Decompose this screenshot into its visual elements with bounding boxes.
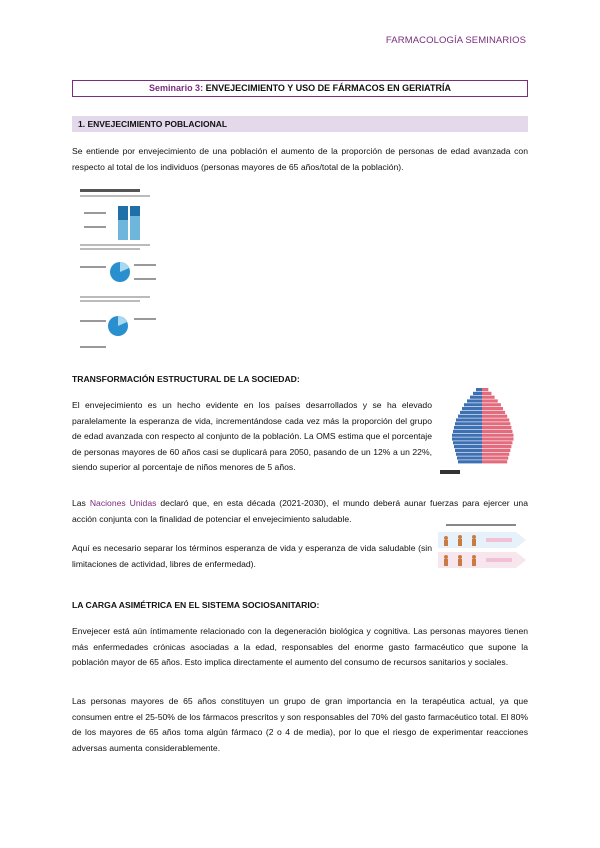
burden-paragraph-2: Las personas mayores de 65 años constituyen un grupo de gran importancia en la terapéutica actual, ya que consumen entre el 25-50% de los fármacos prescritos y son responsables del 70% del gasto farmacéutico total. El 80% de los mayores de 65 años toma algún fármaco (2 o 4 de media), por lo que el riesgo de experimentar reacciones adversas aumenta considerablemente.	[72, 696, 528, 753]
pyramid-bar-male	[467, 399, 482, 402]
source-tag	[440, 470, 460, 474]
pyramid-bar-female	[482, 437, 514, 440]
pyramid-bar-female	[482, 449, 510, 452]
pyramid-bar-male	[473, 392, 482, 395]
life-stages-figure	[436, 522, 528, 574]
pyramid-bar-female	[482, 422, 510, 425]
un-paragraph: Las Naciones Unidas declaró que, en esta década (2021-2030), el mundo deberá aunar fuerzas para ejercer una acción conjunta con la finalidad de potenciar el envejecimiento saludable.	[72, 498, 528, 524]
pyramid-bar-male	[460, 411, 482, 414]
burden-heading: LA CARGA ASIMÉTRICA EN EL SISTEMA SOCIOSANITARIO:	[72, 600, 320, 610]
pyramid-bar-female	[482, 399, 498, 402]
pyramid-bar-male	[470, 396, 482, 399]
page-title	[72, 80, 528, 97]
pyramid-bar-female	[482, 396, 495, 399]
pyramid-bar-male	[456, 453, 482, 456]
pyramid-bar-female	[482, 403, 501, 406]
pyramid-bar-male	[458, 415, 482, 418]
section-heading: 1. ENVEJECIMIENTO POBLACIONAL	[72, 116, 528, 132]
page-header: FARMACOLOGÍA SEMINARIOS	[385, 35, 526, 46]
infographic-title-line	[80, 189, 140, 192]
intro-paragraph: Se entiende por envejecimiento de una población el aumento de la proporción de personas de edad avanzada con respecto al total de los individuos (personas mayores de 65 años/total de la población).	[72, 146, 528, 172]
pyramid-bar-male	[476, 388, 482, 391]
pyramid-bar-male	[456, 418, 482, 421]
pyramid-bar-male	[455, 449, 482, 452]
pyramid-bar-male	[453, 430, 482, 433]
united-nations-name: Naciones Unidas	[89, 498, 157, 508]
pyramid-bar-female	[482, 430, 512, 433]
pyramid-bar-female	[482, 415, 507, 418]
population-pyramid-figure	[436, 380, 528, 480]
pyramid-bar-male	[455, 422, 482, 425]
pyramid-bar-female	[482, 453, 509, 456]
life-expectancy-paragraph: Aquí es necesario separar los términos esperanza de vida y esperanza de vida saludable (sin limitaciones de actividad, libres de enfermedad).	[72, 543, 432, 569]
pyramid-bar-male	[462, 407, 482, 410]
pyramid-bar-female	[482, 441, 512, 444]
pyramid-bar-female	[482, 411, 505, 414]
burden-paragraph-1: Envejecer está aún íntimamente relacionado con la degeneración biológica y cognitiva. Las personas mayores tienen más enfermedades crónicas asociadas a la edad, responsables del enorme gasto farmacéutico que supone la población mayor de 65 años. Esto implica directamente el aumento del consumo de recursos sanitarios y sociales.	[72, 626, 528, 667]
pyramid-bar-female	[482, 407, 503, 410]
pyramid-bar-male	[458, 460, 482, 463]
pyramid-bar-female	[482, 456, 508, 459]
pyramid-bar-male	[457, 456, 482, 459]
pyramid-bar-male	[452, 434, 482, 437]
pyramid-bar-male	[452, 437, 482, 440]
transformation-paragraph: El envejecimiento es un hecho evidente en los países desarrollados y se ha elevado paralelamente la esperanza de vida, incrementándose cada vez más la proporción del grupo de edad avanzada con respecto al conjunto de la población. La OMS estima que el porcentaje de personas mayores de 60 años casi se duplicará para 2050, pasando de un 12% a un 22%, siendo superior al porcentaje de niños menores de 5 años.	[72, 400, 432, 472]
pyramid-bar-female	[482, 426, 511, 429]
pyramid-bar-male	[464, 403, 482, 406]
pyramid-bar-male	[454, 445, 482, 448]
pyramid-bar-male	[454, 426, 482, 429]
seminar-number: Seminario 3:	[149, 83, 204, 93]
pyramid-bar-female	[482, 418, 509, 421]
infographic-figure	[78, 186, 163, 356]
pyramid-bar-female	[482, 434, 514, 437]
pyramid-bar-female	[482, 460, 507, 463]
transformation-heading: TRANSFORMACIÓN ESTRUCTURAL DE LA SOCIEDAD:	[72, 374, 300, 384]
pyramid-bar-male	[453, 441, 482, 444]
seminar-title: ENVEJECIMIENTO Y USO DE FÁRMACOS EN GERIATRÍA	[203, 83, 451, 93]
pyramid-bar-female	[482, 445, 511, 448]
pyramid-bar-female	[482, 388, 488, 391]
pyramid-bar-female	[482, 392, 491, 395]
